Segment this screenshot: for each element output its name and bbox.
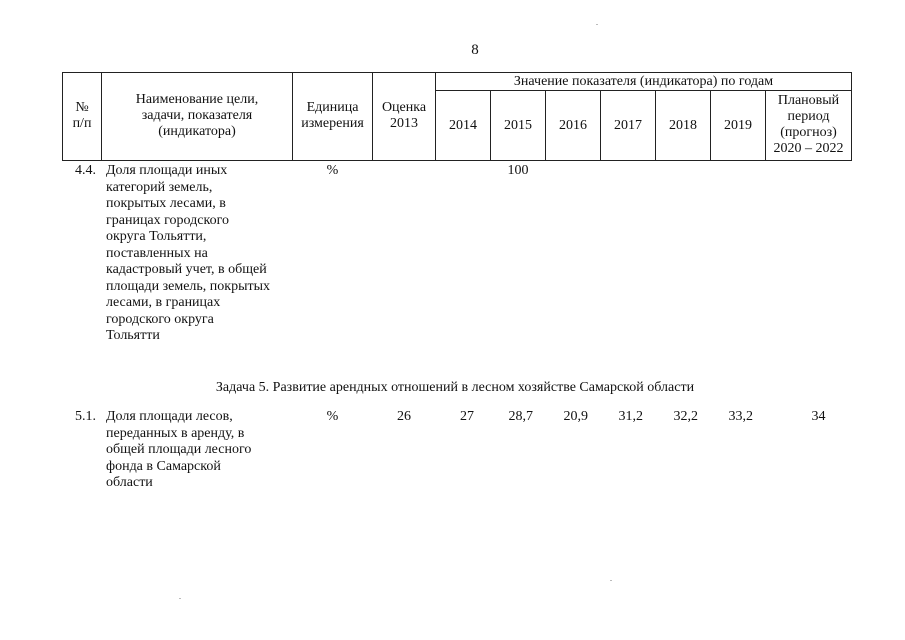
row-value-2015: 28,7 <box>508 409 533 424</box>
page-number: 8 <box>471 42 479 58</box>
row-indicator-name: Доля площади иных категорий земель, покрытых лесами, в границах городского округа Тольятти, поставленных на кадастровый учет, в общей площади земель, покрытых лесами, в границах городского округа Тольятти <box>106 163 271 343</box>
header-plan-period: Плановый период (прогноз) 2020 – 2022 <box>773 93 844 156</box>
header-year-2015: 2015 <box>504 118 532 133</box>
row-number: 4.4. <box>75 163 96 178</box>
header-col-estimate: Оценка 2013 <box>381 100 427 131</box>
header-col-unit: Единица измерения <box>301 100 364 131</box>
row-value-2016: 20,9 <box>563 409 588 424</box>
row-value-2014: 27 <box>460 409 474 424</box>
row-unit: % <box>326 409 339 424</box>
header-col-number: № п/п <box>72 100 92 131</box>
header-year-2017: 2017 <box>614 118 642 133</box>
row-indicator-name: Доля площади лесов, переданных в аренду, в общей площади лесного фонда в Самарской области <box>106 409 252 490</box>
row-value-2018: 32,2 <box>673 409 698 424</box>
row-estimate-2013: 26 <box>397 409 411 424</box>
header-group-title: Значение показателя (индикатора) по годам <box>513 74 774 89</box>
scan-speck <box>610 580 612 581</box>
scan-speck <box>179 598 181 599</box>
header-year-2018: 2018 <box>669 118 697 133</box>
header-year-2014: 2014 <box>449 118 477 133</box>
row-value-plan: 34 <box>811 409 826 424</box>
header-col-name: Наименование цели, задачи, показателя (индикатора) <box>135 92 259 139</box>
row-unit: % <box>326 163 339 178</box>
row-value-2015: 100 <box>507 163 529 178</box>
row-value-2017: 31,2 <box>618 409 643 424</box>
section-title: Задача 5. Развитие арендных отношений в лесном хозяйстве Самарской области <box>215 380 695 395</box>
scan-speck <box>596 24 598 25</box>
row-value-2019: 33,2 <box>728 409 753 424</box>
header-year-2019: 2019 <box>724 118 752 133</box>
row-number: 5.1. <box>75 409 96 424</box>
header-year-2016: 2016 <box>559 118 587 133</box>
